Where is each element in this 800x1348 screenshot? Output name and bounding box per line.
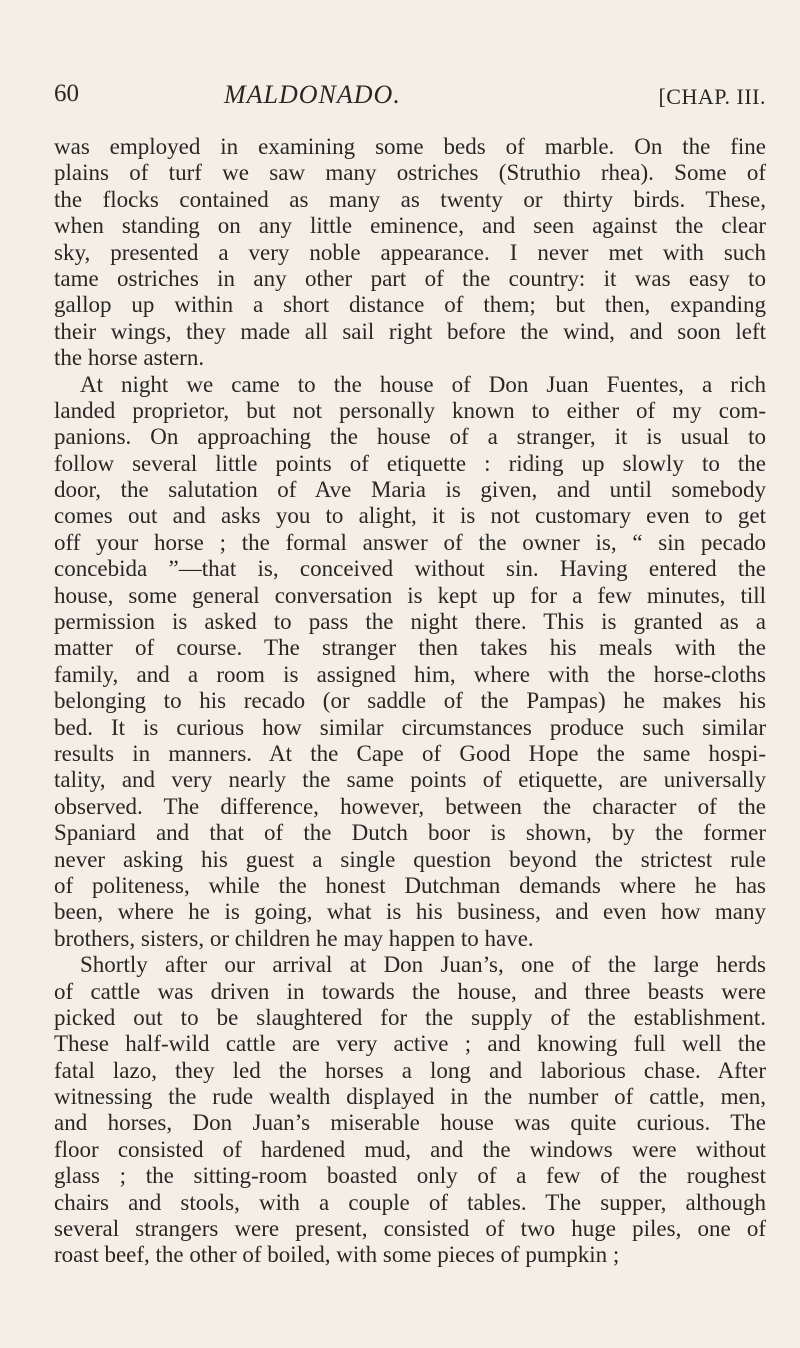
text-line: matter of course. The stranger then takes his meals with the [54, 635, 766, 661]
text-line: the flocks contained as many as twenty or thirty birds. These, [54, 186, 766, 212]
text-line: off your horse ; the formal answer of the owner is, “ sin pecado [54, 529, 766, 555]
text-line: At night we came to the house of Don Juan Fuentes, a rich [80, 371, 766, 397]
text-line: tame ostriches in any other part of the country: it was easy to [54, 265, 766, 291]
text-line: chairs and stools, with a couple of tables. The supper, although [54, 1189, 766, 1215]
text-line: follow several little points of etiquette : riding up slowly to the [54, 450, 766, 476]
text-line: door, the salutation of Ave Maria is given, and until somebody [54, 477, 766, 503]
text-line: was employed in examining some beds of marble. On the fine [54, 134, 766, 159]
text-line: and horses, Don Juan’s miserable house was quite curious. The [54, 1110, 766, 1136]
text-line: the horse astern. [54, 345, 205, 371]
text-line: These half-wild cattle are very active ; and knowing full well the [54, 1031, 766, 1057]
text-line: glass ; the sitting-room boasted only of a few of the roughest [54, 1163, 766, 1189]
text-line: brothers, sisters, or children he may happen to have. [54, 925, 534, 951]
text-line: witnessing the rude wealth displayed in the number of cattle, men, [54, 1084, 766, 1110]
text-line: their wings, they made all sail right before the wind, and soon left [54, 318, 766, 344]
body-text [54, 134, 766, 1269]
text-line: never asking his guest a single question beyond the strictest rule [54, 846, 766, 872]
text-line: house, some general conversation is kept up for a few minutes, till [54, 582, 766, 608]
text-line: results in manners. At the Cape of Good Hope the same hospi- [54, 740, 766, 766]
text-line: floor consisted of hardened mud, and the windows were without [54, 1136, 766, 1162]
text-line: bed. It is curious how similar circumstances produce such similar [54, 714, 766, 740]
text-line: of politeness, while the honest Dutchman demands where he has [54, 872, 766, 898]
text-line: concebida ”—that is, conceived without sin. Having entered the [54, 556, 766, 582]
text-line: tality, and very nearly the same points of etiquette, are universally [54, 767, 766, 793]
text-line: been, where he is going, what is his business, and even how many [54, 899, 766, 925]
text-line: plains of turf we saw many ostriches (Struthio rhea). Some of [54, 160, 766, 186]
page-number: 60 [54, 80, 79, 107]
text-line: when standing on any little eminence, and seen against the clear [54, 213, 766, 239]
text-line: family, and a room is assigned him, where with the horse-cloths [54, 661, 766, 687]
text-line: comes out and asks you to alight, it is not customary even to get [54, 503, 766, 529]
text-line: fatal lazo, they led the horses a long and laborious chase. After [54, 1057, 766, 1083]
text-line: picked out to be slaughtered for the supply of the establishment. [54, 1004, 766, 1030]
text-line: of cattle was driven in towards the house, and three beasts were [54, 978, 766, 1004]
page-header [54, 80, 766, 120]
text-line: several strangers were present, consisted of two huge piles, one of [54, 1216, 766, 1242]
text-line: Spaniard and that of the Dutch boor is shown, by the former [54, 820, 766, 846]
text-line: permission is asked to pass the night there. This is granted as a [54, 609, 766, 635]
text-line: belonging to his recado (or saddle of the Pampas) he makes his [54, 688, 766, 714]
chapter-label: [CHAP. III. [658, 84, 766, 109]
text-line: sky, presented a very noble appearance. I never met with such [54, 239, 766, 265]
text-line: panions. On approaching the house of a stranger, it is usual to [54, 424, 766, 450]
text-line: observed. The difference, however, between the character of the [54, 793, 766, 819]
text-line: gallop up within a short distance of them; but then, expanding [54, 292, 766, 318]
text-line: Shortly after our arrival at Don Juan’s, one of the large herds [80, 952, 766, 978]
running-title: MALDONADO. [224, 80, 401, 109]
text-line: roast beef, the other of boiled, with some pieces of pumpkin ; [54, 1242, 620, 1268]
text-line: landed proprietor, but not personally known to either of my com- [54, 397, 766, 423]
